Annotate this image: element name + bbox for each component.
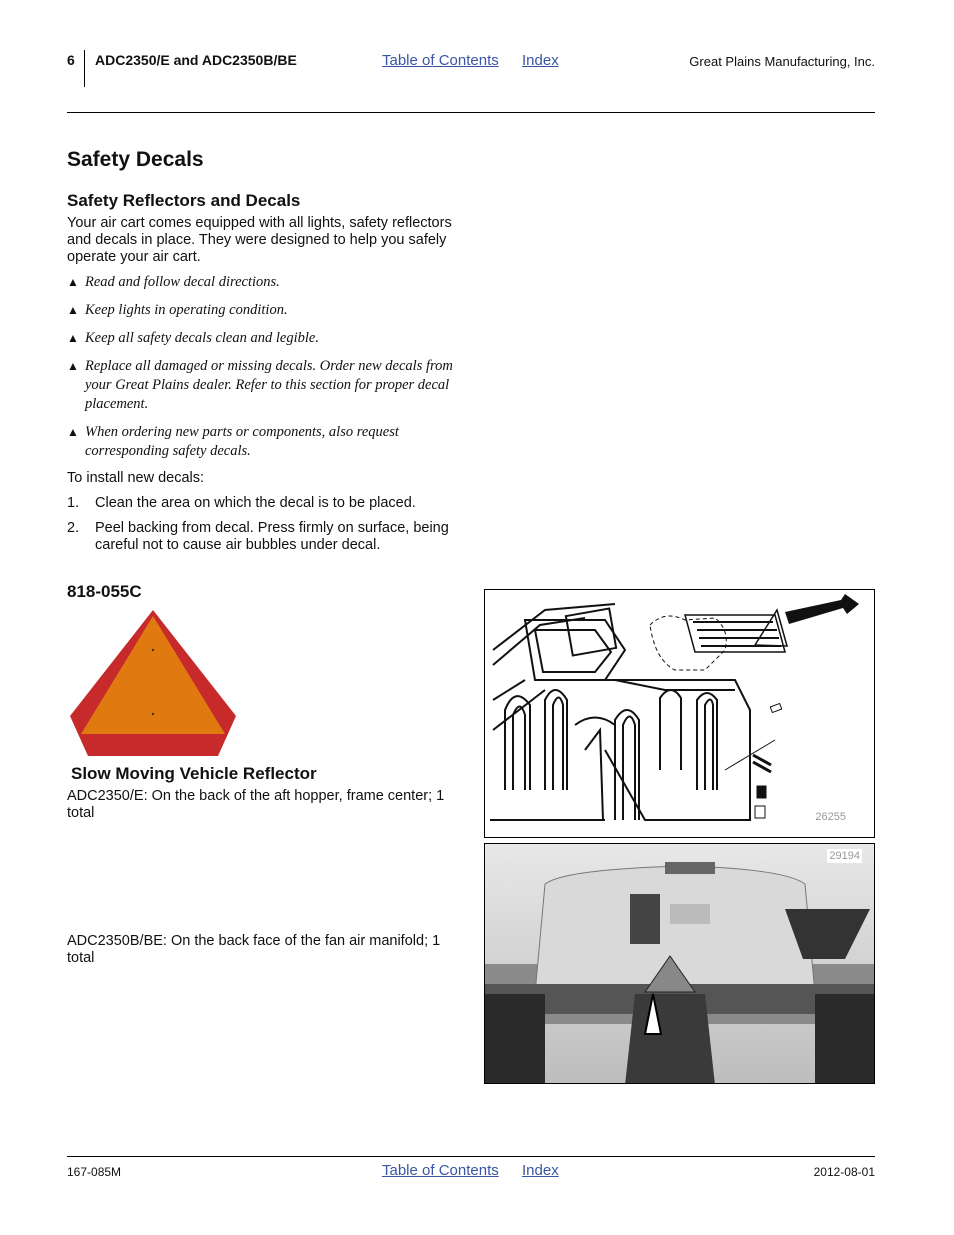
safety-bullet-list [67,273,467,470]
warning-triangle-icon: ▲ [67,331,79,345]
decal-location-1: ADC2350/E: On the back of the aft hopper, frame center; 1 total [67,788,445,821]
warning-triangle-icon: ▲ [67,425,79,439]
decal-part-number: 818-055C [67,582,142,601]
manual-model: ADC2350/E and ADC2350B/BE [95,52,297,68]
document-number: 167-085M [67,1165,122,1179]
hopper-line-drawing [484,589,875,838]
footer-index-link[interactable]: Index [522,1162,559,1179]
warning-triangle-icon: ▲ [67,275,79,289]
decal-location-2: ADC2350B/BE: On the back face of the fan air manifold; 1 total [67,933,441,966]
document-date: 2012-08-01 [813,1165,875,1179]
figure-number: 29194 [829,850,860,862]
section-heading: Safety Reflectors and Decals [67,191,301,210]
install-intro: To install new decals: [67,470,205,486]
list-item: ▲ Replace all damaged or missing decals. Order new decals from your Great Plains dealer. Refer to this section for proper decal placement. [67,358,453,412]
list-item: ▲ When ordering new parts or components, also request corresponding safety decals. [67,424,399,459]
header-rule [67,112,875,113]
install-steps [67,495,467,562]
list-item: 1. Clean the area on which the decal is to be placed. [67,495,416,511]
header-index-link[interactable]: Index [522,52,559,69]
air-cart-photo-icon [485,844,875,1084]
footer-toc-link[interactable]: Table of Contents [382,1162,499,1179]
figure-number: 26255 [815,811,846,823]
hopper-drawing-icon [485,590,875,838]
company-name: Great Plains Manufacturing, Inc. [689,54,875,69]
intro-paragraph: Your air cart comes equipped with all lights, safety reflectors and decals in place. They were designed to help you safely operate your air cart. [67,215,452,265]
list-item: ▲ Read and follow decal directions. [67,274,280,290]
list-item: ▲ Keep all safety decals clean and legible. [67,330,319,346]
warning-triangle-icon: ▲ [67,303,79,317]
smv-reflector-image [68,608,238,758]
air-cart-photo [484,843,875,1084]
page-number: 6 [67,52,75,68]
warning-triangle-icon: ▲ [67,359,79,373]
page-title: Safety Decals [67,148,204,171]
header-divider [84,50,85,87]
footer-rule [67,1156,875,1157]
decal-name: Slow Moving Vehicle Reflector [71,764,317,783]
header-toc-link[interactable]: Table of Contents [382,52,499,69]
list-item: 2. Peel backing from decal. Press firmly on surface, being careful not to cause air bubbles under decal. [67,520,449,553]
list-item: ▲ Keep lights in operating condition. [67,302,288,318]
